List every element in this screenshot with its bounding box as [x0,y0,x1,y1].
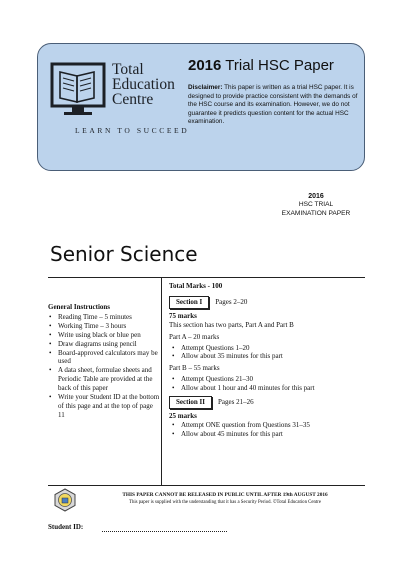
list-item: • Write your Student ID at the bottom of this page and at the top of page 11 [48,393,160,420]
column-divider [161,277,162,485]
instructions-list [48,313,160,420]
section2-marks: 25 marks [169,411,197,420]
list-item: • Reading Time – 5 minutes [48,313,160,322]
section1-header [169,296,365,309]
logo [50,60,190,140]
logo-tagline: LEARN TO SUCCEED [75,126,190,135]
list-item: • Allow about 45 minutes for this part [169,430,365,439]
top-divider [48,277,365,278]
bottom-divider [48,485,365,486]
security-notice [84,492,366,506]
section2-badge: Section II [169,396,212,409]
list-item: • Attempt ONE question from Questions 31–35 [169,421,365,430]
exam-type-line1: HSC TRIAL [298,201,334,209]
security-notice-title: THIS PAPER CANNOT BE RELEASED IN PUBLIC UNTIL AFTER 19th AUGUST 2016 [122,492,328,498]
logo-line3: Centre [112,91,154,108]
student-id-field[interactable] [102,531,227,532]
list-item: • Write using black or blue pen [48,331,160,340]
section1-marks: 75 marks [169,311,197,320]
paper-title-text: Trial HSC Paper [225,57,334,74]
paper-year: 2016 [188,57,222,74]
list-item: • A data sheet, formulae sheets and Periodic Table are provided at the back of this paper [48,366,160,393]
logo-line1: Total [112,61,144,78]
partB-title: Part B – 55 marks [169,364,220,373]
list-item: • Allow about 35 minutes for this part [169,352,365,361]
disclaimer-text: This paper is written as a trial HSC paper. It is designed to provide practice consistent with the demands of the HSC course and its examination. However, we do not guarantee it predicts question content for the actual HSC examination. [188,84,358,126]
list-item: • Working Time – 3 hours [48,322,160,331]
partA-list [169,344,365,362]
subject-title: Senior Science [50,242,198,266]
paper-title [188,57,364,74]
logo-line2: Education [112,76,175,93]
list-item: • Attempt Questions 1–20 [169,344,365,353]
list-item: • Draw diagrams using pencil [48,340,160,349]
exam-year: 2016 [308,193,324,200]
exam-type-line2: EXAMINATION PAPER [281,209,351,217]
section2-header [169,396,365,409]
total-marks: Total Marks - 100 [169,282,223,290]
section1-badge: Section I [169,296,209,309]
student-id-label: Student ID: [48,523,84,531]
security-notice-text: This paper is supplied with the understanding that it has a Security Period. ©Total Education Centre [129,500,321,505]
section1-pages: Pages 2–20 [215,297,248,306]
section1-description: This section has two parts, Part A and Part B [169,320,294,329]
general-instructions [48,303,160,420]
book-monitor-icon [50,60,110,122]
section2-pages: Pages 21–26 [217,398,254,407]
security-seal-icon [53,488,77,512]
section2-list [169,421,365,439]
list-item: • Allow about 1 hour and 40 minutes for this part [169,384,365,393]
list-item: • Board-approved calculators may be used [48,349,160,367]
disclaimer-label: Disclaimer: [188,84,223,91]
disclaimer [188,84,358,127]
exam-type-label [276,193,356,218]
list-item: • Attempt Questions 21–30 [169,375,365,384]
header-banner [37,43,365,171]
partA-title: Part A – 20 marks [169,332,220,341]
marks-info [169,282,365,442]
partB-list [169,375,365,393]
instructions-heading: General Instructions [48,303,111,311]
